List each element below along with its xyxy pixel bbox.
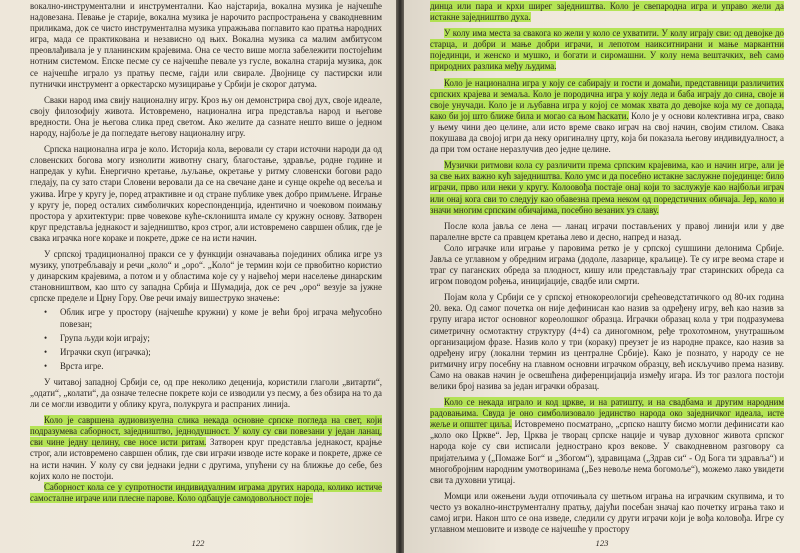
- highlighted-text: Коло се некада играло и код цркве, и на ратишту, и на свадбама и другим народним радовањима. Свуда је оно симболизовало јединство народа око заједничког идеала, исте жеље и општег циља.: [430, 397, 784, 430]
- highlighted-text: Коло је национална игра у коју се сабирају и гости и домаћи, представници различитих српских крајева и земаља. Коло је породична игра у коју леда и баба играју до сина, своје и своје унучади. Коло је и љубавна игра у којој се момак хвата до девојке која му се допада, како би јој што ближе била и могао са њом ћаскати.: [430, 77, 784, 121]
- paragraph-text: Затворен круг представља једнакост, крајње строг, али истовремено савршен облик, где сви играчи изводе исте кораке и покрете, држе се на исти начин. У колу су сви једнаки једни с другима, упућени су на ближње до себе, без којих коло не постоји.: [30, 437, 382, 481]
- list-item: • Играчки скуп (играчка);: [44, 347, 382, 358]
- highlighted-text: Коло је савршена аудиовизуелна слика некада основне српске погледа на свет, који подразумева саборност, заједништво, једнодушност. У колу су сви повезани у један ланац, сви чине једну целину, све носе исти ритам.: [30, 415, 382, 448]
- list-item: • Група људи који играју;: [44, 333, 382, 344]
- paragraph-text: Истовремено посматрано, „српско нашту бисмо могли дефинисати као „коло око Цркве“. Јер, Црква је творац српске нације и чувар духовног живота српског народа које су сви исписали једнострано кроз векове. У свакодневном разговору са пријатељима у („Помаже Бог“ и „Збогом“), здравицама („Здрав си“ - Од Бога ти здравља“) и многобројним народним умотворинама („Без невоље нема богомоље“), можемо лако увидети сви та духовни утицај.: [430, 419, 784, 485]
- page-number: 123: [595, 538, 609, 548]
- right-page: [404, 0, 800, 553]
- book-gutter: [396, 0, 404, 553]
- left-paragraph-5: [30, 377, 382, 410]
- meaning-list: [30, 307, 382, 371]
- right-paragraph-2: [430, 28, 784, 72]
- highlighted-text: Саборност кола се у супротности индивидуалним играма других народа, колико истиче самосталне играче или плесне парове. Коло одбацује самодовољност поје-: [30, 481, 382, 503]
- right-paragraph-9: [430, 491, 784, 535]
- paragraph-text: Соло играчке или играње у паровима ретко је у српској сушшини делонима Србије. Јавља се углавном у обредним играма (додоле, лазарице, краљице). Те су игре веома старе и траг су паганских обреда за плодност, кишу или представљају траг старинских обреда са игром поводом рођења, иницијације, свадбе или смрти.: [430, 242, 784, 287]
- right-paragraph-1: [430, 1, 784, 23]
- highlighted-text: динца или пара и крхи ширег заједништва. Коло је свепародна игра и управо жели да истакне заједништво духа.: [430, 1, 784, 23]
- highlighted-text: Музички ритмови кола су различити према српским крајевима, као и начин игре, али је за све њих важно кућ заједништва. Коло умс и да посебно истакне заслужне појединце: било играчи, прво или неки у кругу. Колоовођа постаје онај који то заслужује као најбољи играч или онај кога сви то следују као обавезна према неком од поредстичних обичаја. Јер, коло и значи многим српским обичајима, посебно везаних уз славу.: [430, 160, 784, 215]
- paragraph-text: После кола јавља се лена — ланац играчи постављених у правој линији или у две паралелне врсте са правцем кретања лево и десно, напред и назад.: [430, 220, 784, 242]
- paragraph-text: У читавој западној Србији се, од пре неколико деценија, користили глаголи „витарти“, „одати“, „колати“, да означе телесне покрете који се изводили уз песму, а без обзира на то да ли се могли изводити у облику круга, полукруга и распраних линија.: [30, 376, 382, 410]
- left-page: [0, 0, 396, 553]
- left-paragraph-6: [30, 415, 382, 482]
- right-paragraph-3: [430, 78, 784, 156]
- left-paragraph-1: вокално-инструментални и инструментални. Као најстарија, вокална музика је најчешће надовезана. Певање је старије, вокална музика је нарочито распрострањена у свакодневним приликама, док се чисто инструментална музика упражњава поглавито као пратња народних игра, мада се практикована и независно од њих. Вокална музика са малим амбитусом преовлађивала је у планинским крајевима. Она се често више могла забележити постојећим нотним системом. Епске песме су се најчешће певале уз гусле, вокална старија музика, док се најчешће играло уз пратњу песме, гајди или свирале. Двојнице су пастирски или путнички инструмент а оркестарско музицирање у Србији је скорог датума.: [30, 1, 382, 89]
- paragraph-text: Појам кола у Србији се у српској етнокореологији срећеоведстатичкого од 80-их година 20. века. Од самог почетка он није дефинисан као назив за одређену игру, већ као назив за групу игара истог основног кореолошког образца. Играчки образац кола у три подразумева симетричну осмотактну структуру (4+4) са диногомном, ређе трохотомном, унутрашњом организацијом фразе. Назив коло у три (кораку) преузет је из народне праксе, као назив за одређену игру (локални термин из централне Србије). Како је познато, у народу се не ритмичну игру посебну на главном основни играчком образцу, већ искључиво према називу. Само на овакав начин је освешћена диференцијација између игара. Из тог разлога постоји велики број назива за један играчки образац.: [430, 292, 784, 391]
- left-paragraph-2: Сваки народ има свију националну игру. Кроз њу он демонстрира свој дух, своје идеале, своју филозофију живота. Истовремено, национална игра представља народ и његове вредности. Она је његова слика пред светом. Ако желите да сазнате нешто више о једном народу, најбоље је да погледате његову националну игру.: [30, 94, 382, 139]
- left-paragraph-7: [30, 482, 382, 504]
- page-number: 122: [191, 538, 205, 548]
- paragraph-text: Коло је у основи колективна игра, свако у њему чини део целине, али исто време свако играч на свој начин, својим стилом. Свака покушава да својој игри да неку оригиналну црту, која би показала његову индивидуалност, а да при том остане неразлучив део једне целине.: [430, 110, 784, 155]
- highlighted-text: У колу има места за свакога ко жели у коло се ухватити. У колу играју сви: од девојке до старца, и добри и мање добри играчи, и лепотом наикситнирани и мање маркантни појединци, и женско и мушко, и богати и сиромашни. У колу нема вештачких, већ само природних разлика међу људима.: [430, 28, 784, 72]
- right-paragraph-6: [430, 243, 784, 287]
- right-paragraph-7: [430, 292, 784, 392]
- paragraph-text: Момци или ожењени људи отпочињала су шетњом играња на играчким скупвима, и то често уз вокално-инструменталну пратњу, дајући посебан значај као почетку играња тако и самој игри. Након што се она изведе, следили су други играчи који је вођа коловођа. Игре су углавном мешовите и изводе се најчешће у простору: [430, 490, 784, 535]
- right-paragraph-8: [430, 397, 784, 486]
- list-item: • Врста игре.: [44, 361, 382, 372]
- left-paragraph-3: Српска национална игра је коло. Историја кола, веровали су стари источни народи да од словенских богова могу изнолити животну снагу, благостање, здравље, родне године и напредак у кући. Енергично кретање, љуљање, окретање у ритму словенски богови радо гледају, па су зато стари Словени веровали да се на свечане дане и сунце окреће од весеља и ужива. Игре у кругу је, поред атрактивне и од стране публике увек добро примљене. Играње у кругу је, поред осталих симболичких кореспонденција, идентично и чоековом поимању простора у архитектури: прве човекове куће-склоништа имале су кружну основу. Затворен круг представља једнакост и заједништво, кроз строг, али истовремено савршен облик, где је свака играчка ноге кораке и покрете, држе се на исти начин.: [30, 144, 382, 243]
- right-paragraph-4: [430, 160, 784, 215]
- right-paragraph-5: [430, 221, 784, 243]
- list-item: • Облик игре у простору (најчешће кружни) у коме је већи број играча међусобно повезан;: [44, 307, 382, 329]
- left-paragraph-4: У српској традиционалној пракси се у функцији означавања појединих облика игре уз музику, употребљавају и речи „коло“ и „оро“. „Коло“ је термин који се првобитно користио у динарским крајевима, а потом и у областима које су у највећој мери населење динарским становништвом, као што су западна Србија и Шумадија, док се реч „оро“ везује за јужне српске пределе и Црну Гору. Ове речи имају вишеструко значење:: [30, 248, 382, 304]
